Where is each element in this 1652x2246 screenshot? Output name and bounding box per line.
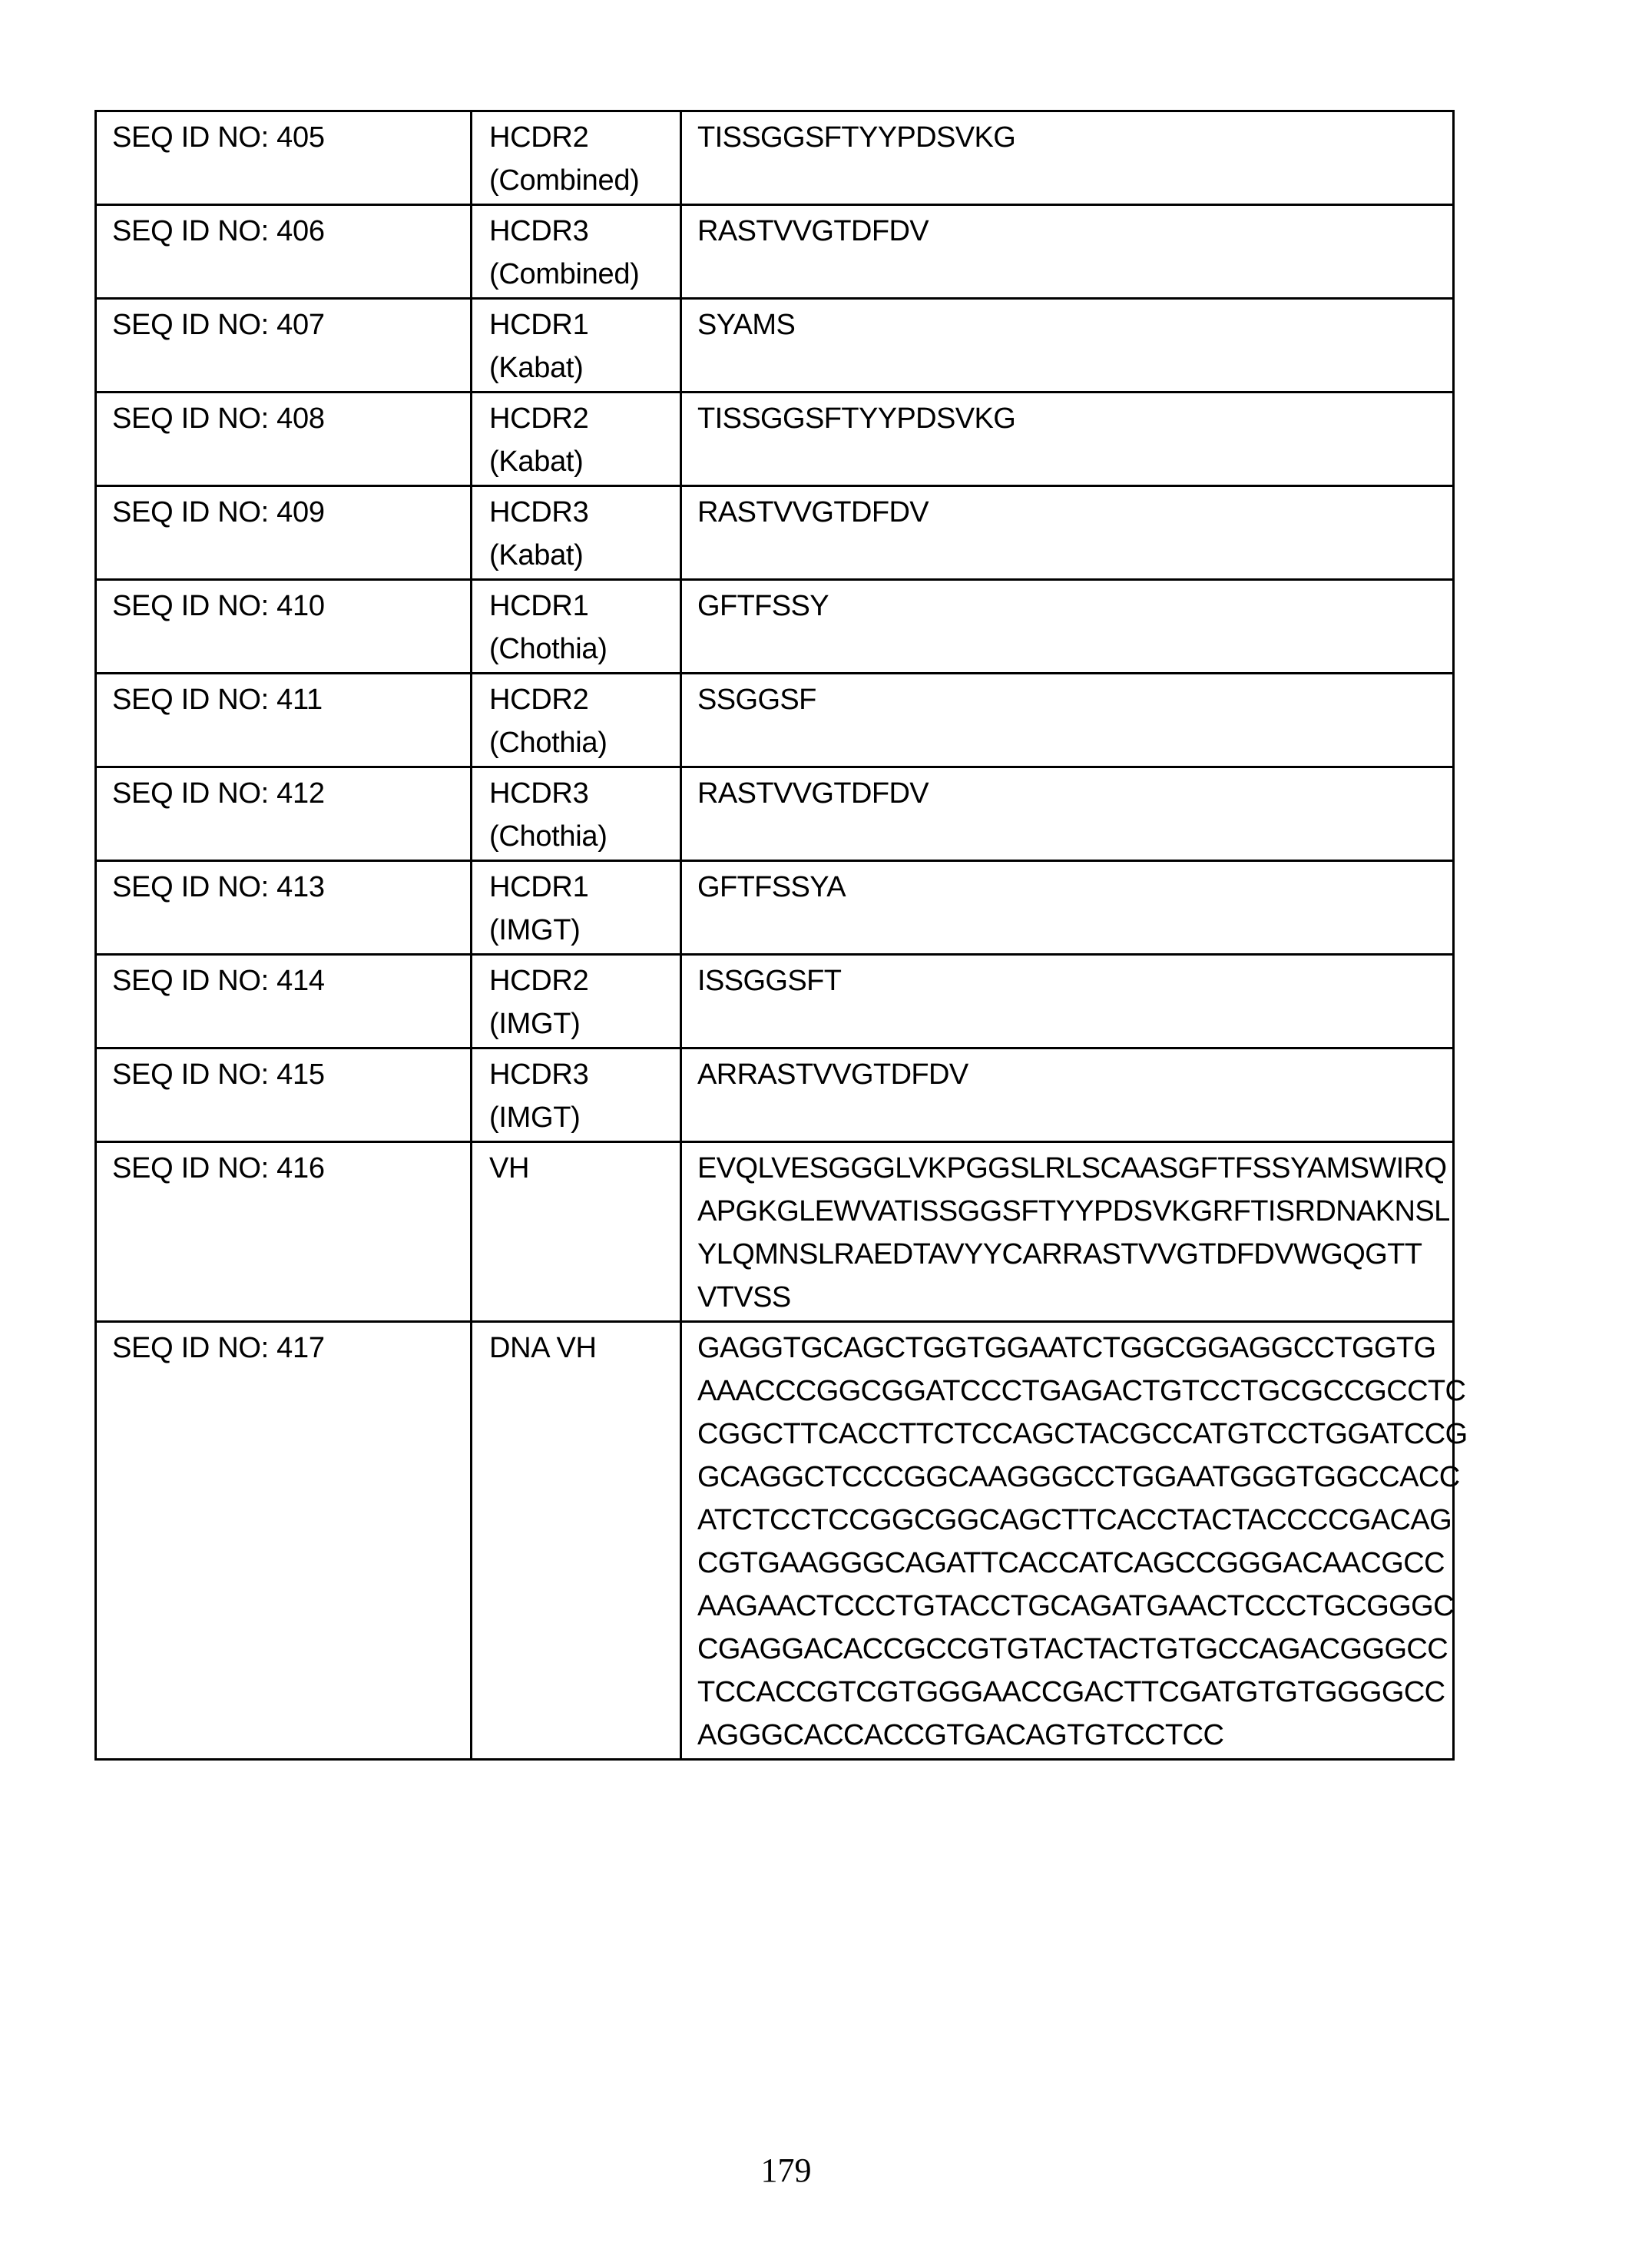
region-text: (Combined): [489, 258, 640, 290]
sequence-cell: [681, 205, 1454, 299]
region-cell: [472, 955, 681, 1048]
seq-id-text: SEQ ID NO: 410: [112, 590, 325, 622]
sequence-text: GFTFSSY: [697, 590, 829, 622]
seq-id-text: SEQ ID NO: 415: [112, 1058, 325, 1091]
sequence-cell: [681, 393, 1454, 486]
table-row: [96, 1048, 1454, 1142]
seq-id-cell: [96, 393, 472, 486]
region-cell: [472, 205, 681, 299]
sequence-cell: [681, 674, 1454, 767]
region-cell: [472, 486, 681, 580]
sequence-cell: [681, 767, 1454, 861]
seq-id-cell: [96, 955, 472, 1048]
region-text: HCDR2: [489, 684, 589, 716]
region-cell: [472, 861, 681, 955]
region-text: HCDR3: [489, 1058, 589, 1091]
sequence-text: VTVSS: [697, 1281, 791, 1313]
region-text: (IMGT): [489, 914, 581, 946]
seq-id-text: SEQ ID NO: 417: [112, 1332, 325, 1364]
seq-id-cell: [96, 299, 472, 393]
seq-id-cell: [96, 580, 472, 674]
region-text: (Kabat): [489, 446, 584, 478]
sequence-text: CGTGAAGGGCAGATTCACCATCAGCCGGGACAACGCC: [697, 1547, 1445, 1579]
sequence-text: TISSGGSFTYYPDSVKG: [697, 402, 1016, 435]
region-text: HCDR2: [489, 121, 589, 154]
sequence-text: GAGGTGCAGCTGGTGGAATCTGGCGGAGGCCTGGTG: [697, 1332, 1436, 1364]
sequence-text: CGGCTTCACCTTCTCCAGCTACGCCATGTCCTGGATCCG: [697, 1418, 1468, 1450]
seq-id-cell: [96, 674, 472, 767]
seq-id-cell: [96, 1048, 472, 1142]
seq-id-cell: [96, 486, 472, 580]
sequence-text: ATCTCCTCCGGCGGCAGCTTCACCTACTACCCCGACAG: [697, 1504, 1452, 1536]
seq-id-cell: [96, 1322, 472, 1760]
sequence-text: SYAMS: [697, 309, 796, 341]
table-row: [96, 955, 1454, 1048]
region-cell: [472, 767, 681, 861]
seq-id-text: SEQ ID NO: 414: [112, 965, 325, 997]
sequence-table: [94, 110, 1468, 1761]
table-row: [96, 111, 1454, 205]
seq-id-text: SEQ ID NO: 411: [112, 684, 323, 716]
region-text: (IMGT): [489, 1008, 581, 1040]
sequence-text: RASTVVGTDFDV: [697, 777, 929, 810]
seq-id-text: SEQ ID NO: 407: [112, 309, 325, 341]
region-text: (Combined): [489, 164, 640, 197]
sequence-text: GFTFSSYA: [697, 871, 846, 903]
region-text: HCDR3: [489, 215, 589, 247]
sequence-cell: [681, 1142, 1454, 1322]
seq-id-cell: [96, 205, 472, 299]
table-row: [96, 767, 1454, 861]
region-text: (IMGT): [489, 1101, 581, 1134]
seq-id-cell: [96, 861, 472, 955]
seq-id-text: SEQ ID NO: 416: [112, 1152, 325, 1184]
sequence-table-body: [96, 111, 1468, 1760]
sequence-cell: [681, 1322, 1468, 1760]
sequence-cell: [681, 955, 1454, 1048]
sequence-text: RASTVVGTDFDV: [697, 215, 929, 247]
region-text: (Kabat): [489, 352, 584, 384]
seq-id-text: SEQ ID NO: 406: [112, 215, 325, 247]
region-text: (Chothia): [489, 820, 607, 853]
sequence-text: ARRASTVVGTDFDV: [697, 1058, 968, 1091]
sequence-text: GCAGGCTCCCGGCAAGGGCCTGGAATGGGTGGCCACC: [697, 1461, 1460, 1493]
sequence-text: APGKGLEWVATISSGGSFTYYPDSVKGRFTISRDNAKNSL: [697, 1195, 1450, 1227]
sequence-cell: [681, 299, 1454, 393]
seq-id-cell: [96, 767, 472, 861]
region-text: HCDR2: [489, 965, 589, 997]
table-row: [96, 1142, 1454, 1322]
sequence-text: CGAGGACACCGCCGTGTACTACTGTGCCAGACGGGCC: [697, 1633, 1448, 1665]
region-cell: [472, 393, 681, 486]
region-cell: [472, 674, 681, 767]
seq-id-cell: [96, 111, 472, 205]
region-cell: [472, 299, 681, 393]
seq-id-text: SEQ ID NO: 409: [112, 496, 325, 528]
table-row: [96, 205, 1454, 299]
region-text: HCDR3: [489, 496, 589, 528]
sequence-text: YLQMNSLRAEDTAVYYCARRASTVVGTDFDVWGQGTT: [697, 1238, 1422, 1270]
table-row: [96, 861, 1454, 955]
region-text: (Chothia): [489, 727, 607, 759]
sequence-text: TCCACCGTCGTGGGAACCGACTTCGATGTGTGGGGCC: [697, 1676, 1445, 1708]
region-text: (Chothia): [489, 633, 607, 665]
sequence-cell: [681, 111, 1454, 205]
region-text: HCDR2: [489, 402, 589, 435]
region-cell: [472, 1048, 681, 1142]
sequence-text: TISSGGSFTYYPDSVKG: [697, 121, 1016, 154]
page-number: [0, 2151, 1652, 2190]
table-row: [96, 393, 1454, 486]
sequence-text: SSGGSF: [697, 684, 816, 716]
region-text: VH: [489, 1152, 530, 1184]
sequence-cell: [681, 580, 1454, 674]
sequence-cell: [681, 486, 1454, 580]
sequence-cell: [681, 861, 1454, 955]
seq-id-text: SEQ ID NO: 413: [112, 871, 325, 903]
seq-id-text: SEQ ID NO: 408: [112, 402, 325, 435]
table-row: [96, 299, 1454, 393]
region-text: (Kabat): [489, 539, 584, 571]
seq-id-cell: [96, 1142, 472, 1322]
region-cell: [472, 111, 681, 205]
region-text: HCDR1: [489, 871, 589, 903]
sequence-text: AAGAACTCCCTGTACCTGCAGATGAACTCCCTGCGGGC: [697, 1590, 1454, 1622]
seq-id-text: SEQ ID NO: 412: [112, 777, 325, 810]
sequence-text: RASTVVGTDFDV: [697, 496, 929, 528]
sequence-text: AAACCCGGCGGATCCCTGAGACTGTCCTGCGCCGCCTC: [697, 1375, 1466, 1407]
sequence-text: EVQLVESGGGLVKPGGSLRLSCAASGFTFSSYAMSWIRQ: [697, 1152, 1447, 1184]
region-cell: [472, 1142, 681, 1322]
seq-id-text: SEQ ID NO: 405: [112, 121, 325, 154]
sequence-text: AGGGCACCACCGTGACAGTGTCCTCC: [697, 1719, 1224, 1751]
region-cell: [472, 1322, 681, 1760]
sequence-text: ISSGGSFT: [697, 965, 842, 997]
table-row: [96, 1322, 1454, 1760]
table-row: [96, 580, 1454, 674]
region-text: DNA VH: [489, 1332, 597, 1364]
region-cell: [472, 580, 681, 674]
page-number-text: 179: [760, 2152, 812, 2189]
table-row: [96, 674, 1454, 767]
region-text: HCDR1: [489, 309, 589, 341]
table-row: [96, 486, 1454, 580]
sequence-cell: [681, 1048, 1454, 1142]
region-text: HCDR1: [489, 590, 589, 622]
region-text: HCDR3: [489, 777, 589, 810]
